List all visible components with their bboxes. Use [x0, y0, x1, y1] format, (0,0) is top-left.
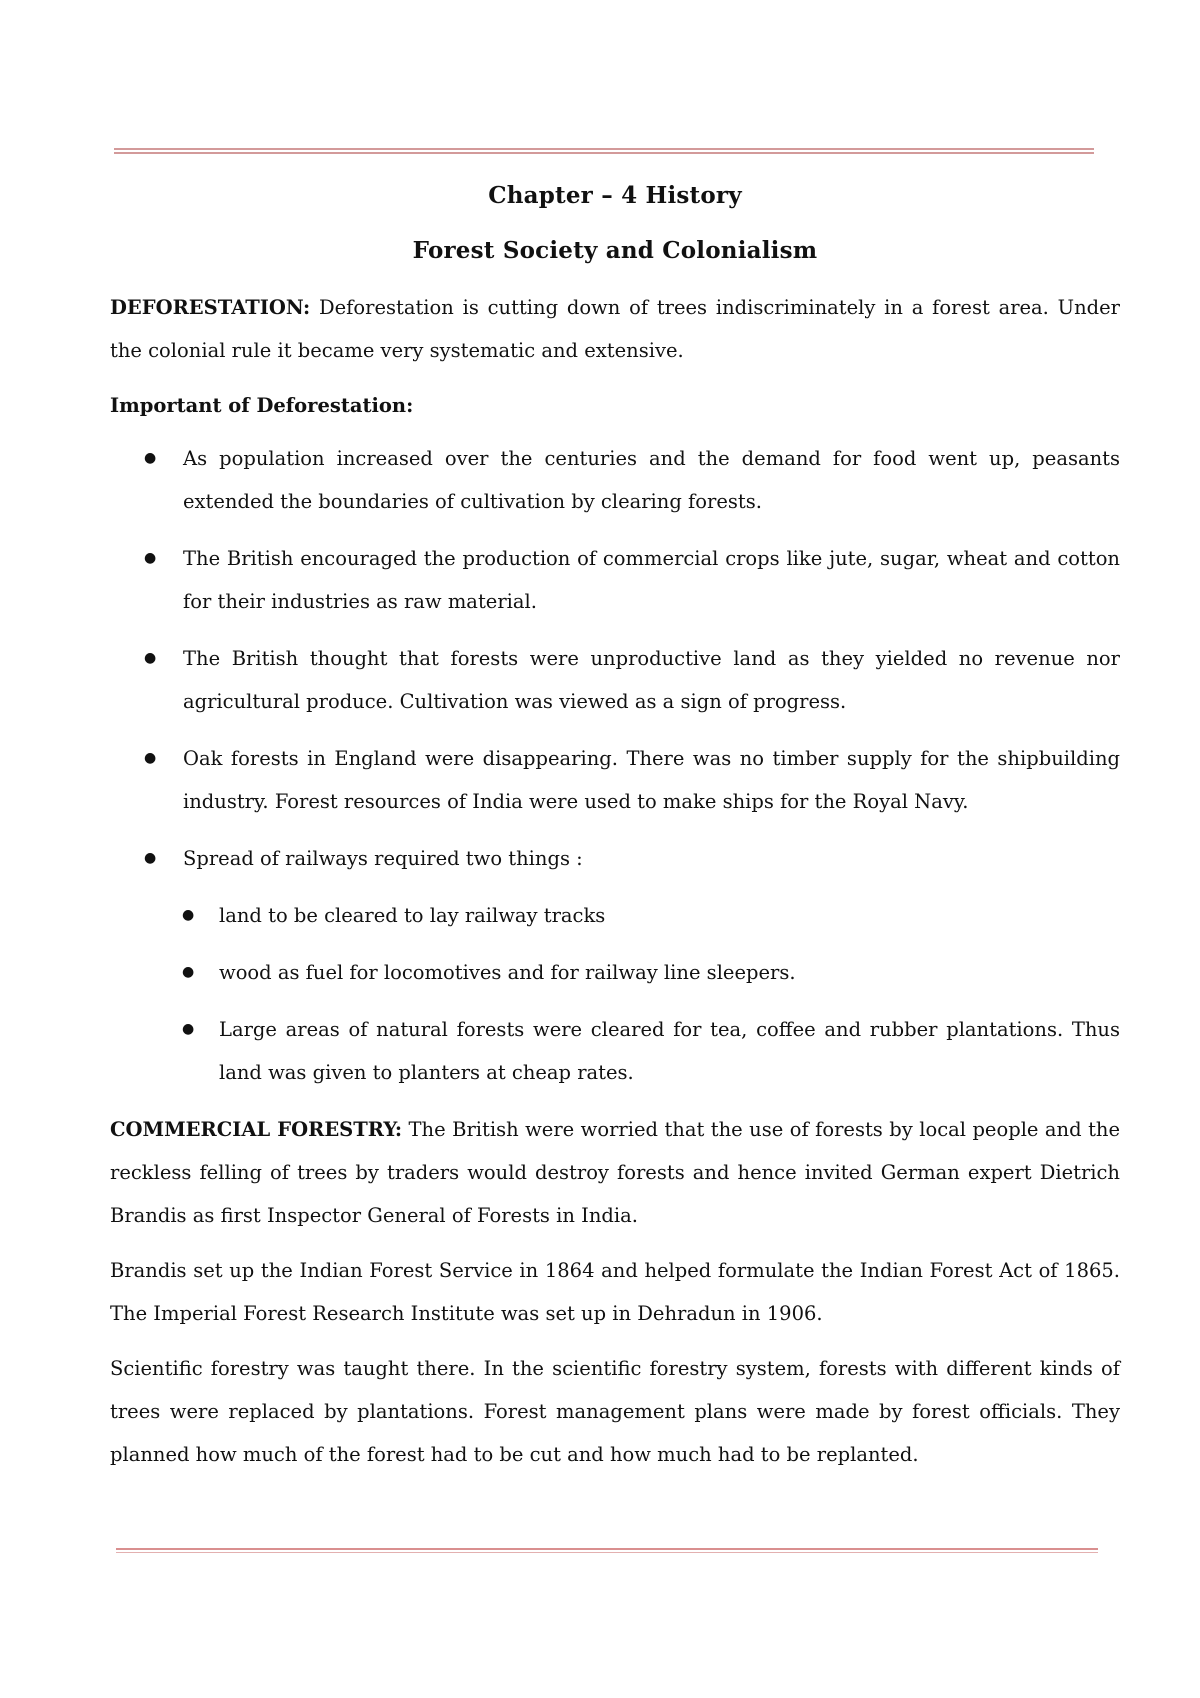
bullet-icon: ●	[144, 550, 157, 566]
list-item: ● The British thought that forests were unproductive land as they yielded no revenue nor agricultural produce. Cultivation was viewed as a sign of progress.	[110, 637, 1120, 723]
bottom-border-rule	[116, 1548, 1098, 1553]
commercial-forestry-text: The British were worried that the use of forests by local people and the reckless felling of trees by traders would destroy forests and hence invited German expert Dietrich Brandis as first Inspector General of Forests in India.	[110, 1118, 1120, 1227]
list-item: ● As population increased over the centuries and the demand for food went up, peasants extended the boundaries of cultivation by clearing forests.	[110, 437, 1120, 523]
sub-list-item: ● wood as fuel for locomotives and for railway line sleepers.	[110, 951, 1120, 994]
deforestation-text: Deforestation is cutting down of trees indiscriminately in a forest area. Under the colonial rule it became very systematic and extensive.	[110, 296, 1120, 362]
brandis-paragraph: Brandis set up the Indian Forest Service in 1864 and helped formulate the Indian Forest Act of 1865. The Imperial Forest Research Institute was set up in Dehradun in 1906.	[110, 1259, 1120, 1325]
sub-list-item: ● land to be cleared to lay railway tracks	[110, 894, 1120, 937]
bullet-icon: ●	[182, 1021, 195, 1037]
bullet-icon: ●	[144, 850, 157, 866]
deforestation-label: DEFORESTATION:	[110, 296, 311, 319]
top-border-rule	[114, 148, 1094, 154]
deforestation-paragraph	[110, 286, 1120, 372]
document-body	[110, 182, 1120, 1488]
railways-sublist	[110, 894, 1120, 1094]
list-item: ● Oak forests in England were disappearing. There was no timber supply for the shipbuilding industry. Forest resources of India were used to make ships for the Royal Navy.	[110, 737, 1120, 823]
list-item: ● Spread of railways required two things :	[110, 837, 1120, 880]
bullet-icon: ●	[182, 964, 195, 980]
chapter-subtitle: Forest Society and Colonialism	[412, 237, 818, 264]
bullet-icon: ●	[144, 750, 157, 766]
list-item: ● The British encouraged the production of commercial crops like jute, sugar, wheat and cotton for their industries as raw material.	[110, 537, 1120, 623]
commercial-forestry-paragraph	[110, 1108, 1120, 1237]
sub-list-item: ● Large areas of natural forests were cleared for tea, coffee and rubber plantations. Thus land was given to planters at cheap rates.	[110, 1008, 1120, 1094]
reasons-list	[110, 437, 1120, 880]
commercial-forestry-label: COMMERCIAL FORESTRY:	[110, 1118, 403, 1141]
important-heading: Important of Deforestation:	[110, 394, 414, 417]
bullet-icon: ●	[182, 907, 195, 923]
scientific-forestry-paragraph: Scientific forestry was taught there. In the scientific forestry system, forests with different kinds of trees were replaced by plantations. Forest management plans were made by forest officials. They planned how much of the forest had to be cut and how much had to be replanted.	[110, 1357, 1120, 1466]
bullet-icon: ●	[144, 450, 157, 466]
bullet-icon: ●	[144, 650, 157, 666]
chapter-title: Chapter – 4 History	[488, 182, 742, 209]
